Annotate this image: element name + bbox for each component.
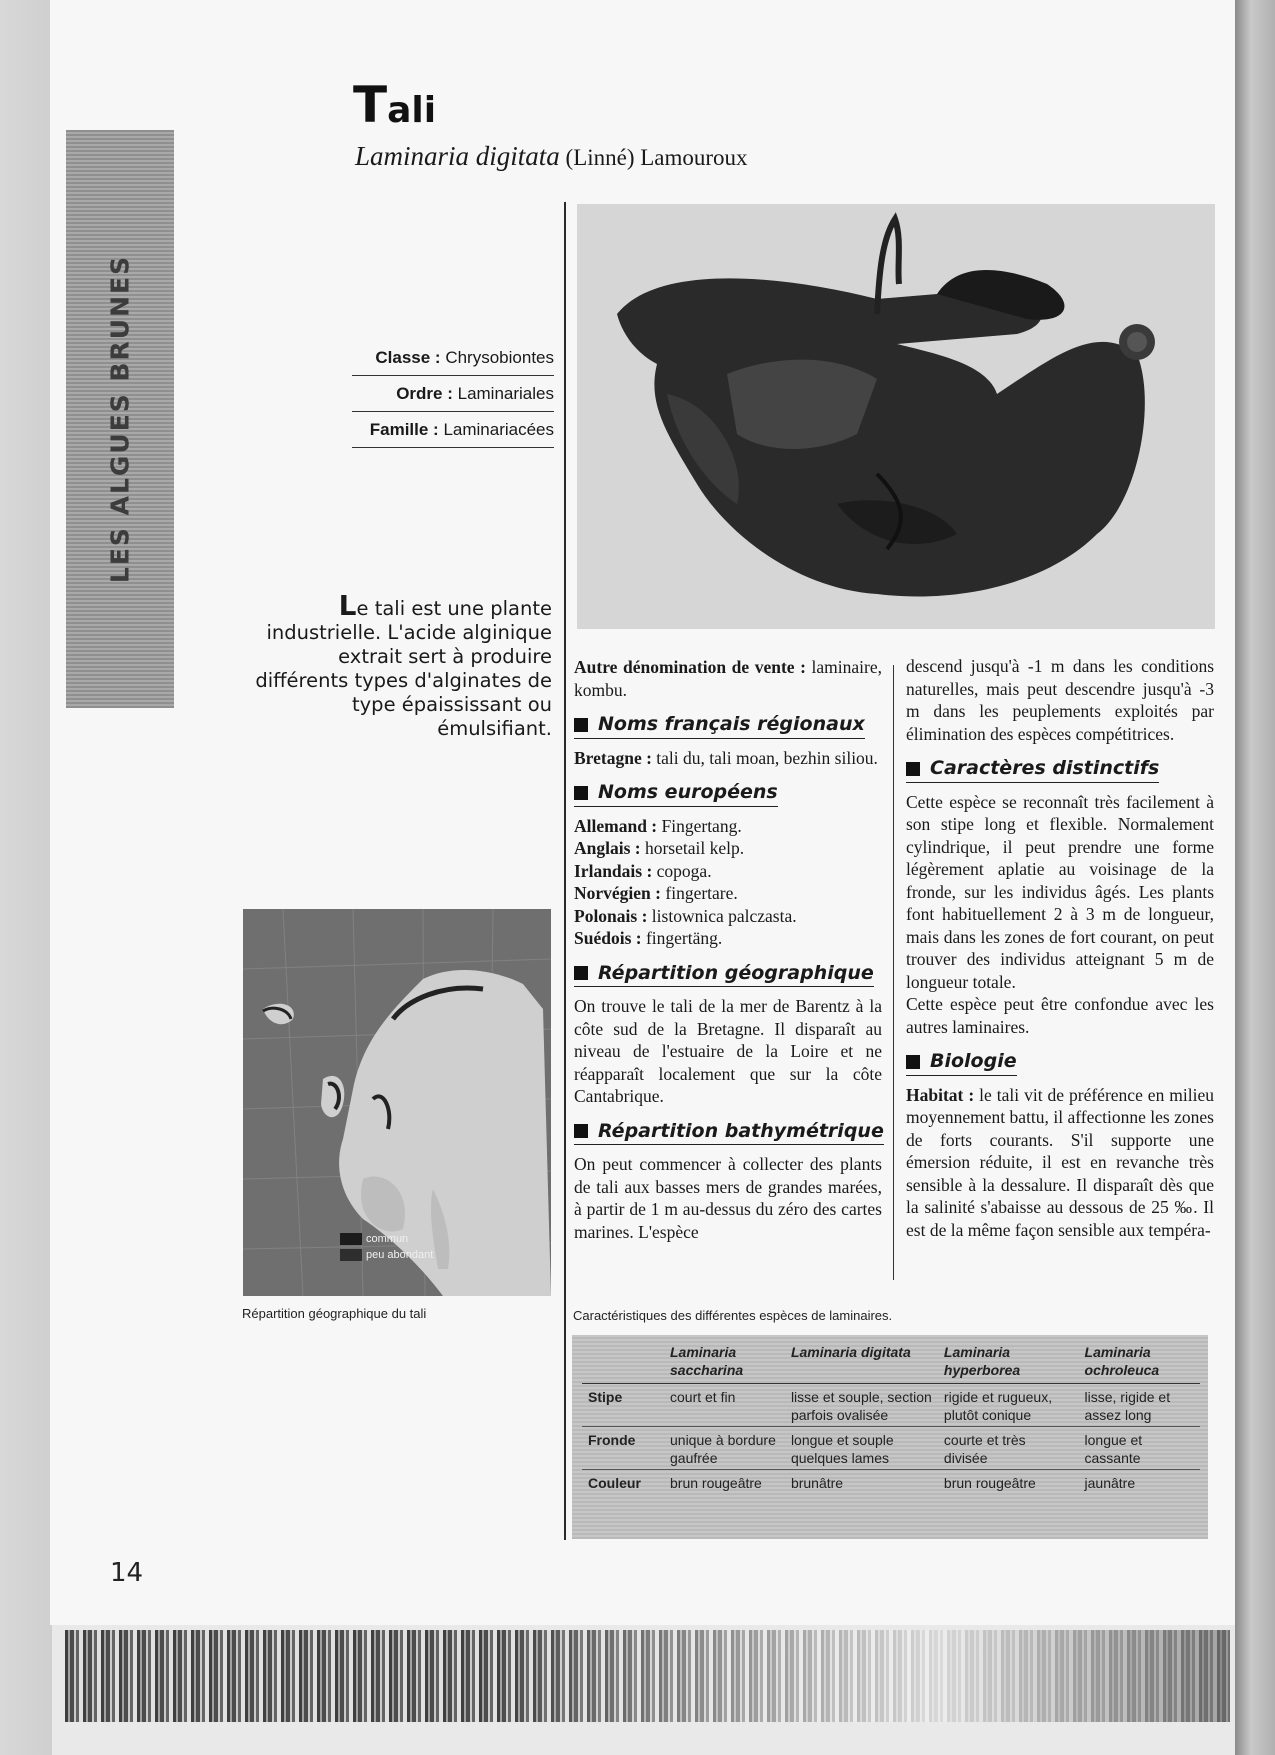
row-label: Stipe (582, 1384, 664, 1427)
row-label: Couleur (588, 1475, 641, 1491)
square-bullet-icon (574, 1124, 588, 1138)
page-number: 14 (110, 1558, 144, 1588)
legend-label: peu abondant (366, 1249, 434, 1261)
map-caption: Répartition géographique du tali (242, 1306, 427, 1321)
table-header: Laminaria saccharina (664, 1343, 785, 1384)
table-cell: lisse, rigide et assez long (1079, 1384, 1200, 1427)
bathy-continued: descend jusqu'à -1 m dans les conditions naturelles, mais peut descendre jusqu'à -3 m dans les peuplements exploités par élimination des espèces compétitrices. (906, 656, 1214, 744)
taxonomy-value: Chrysobiontes (445, 348, 554, 367)
kelp-photo-illustration (577, 204, 1215, 629)
heading-geo: Répartition géographique (574, 962, 874, 988)
heading-europeens: Noms européens (574, 781, 778, 807)
table-cell: longue et souple quelques lames (785, 1427, 938, 1470)
lang-name: Fingertang. (661, 815, 742, 836)
title-rest: ali (387, 90, 437, 131)
square-bullet-icon (906, 1055, 920, 1069)
legend-item (340, 1233, 433, 1245)
habitat-text: le tali vit de préférence en milieu moyennement battu, il affectionne les zones de forts courants. S'il supporte une émersion réduite, il est en revanche très sensible à la dessalure. Il disparaît dès que la salinité s'abaisse au dessous de 25 ‰. Il est de la même façon sensible aux tempéra- (906, 1084, 1215, 1240)
geo-text: On trouve le tali de la mer de Barentz à la côte sud de la Bretagne. Il disparaît au niveau de l'estuaire de la Loire et ne réapparaît localement que sur la côte Cantabrique. (574, 996, 882, 1106)
intro-body: e tali est une plante industrielle. L'acide alginique extrait sert à produire différents types d'alginates de type épaississant ou émulsifiant. (255, 597, 552, 740)
table-caption: Caractéristiques des différentes espèces de laminaires. (573, 1308, 893, 1323)
table-cell: lisse et souple, section parfois ovalisée (785, 1384, 938, 1427)
scan-margin-left (0, 0, 52, 1755)
scientific-name (355, 141, 748, 172)
author-name: (Linné) Lamouroux (565, 145, 748, 170)
taxonomy-row-ordre (352, 376, 554, 412)
table-cell: jaunâtre (1084, 1475, 1136, 1491)
table-cell: rigide et rugueux, plutôt conique (938, 1384, 1079, 1427)
intro-text (252, 589, 552, 741)
table-header: Laminaria ochroleuca (1079, 1343, 1200, 1384)
map-legend (340, 1233, 433, 1265)
table-corner (582, 1343, 664, 1384)
heading-bathy: Répartition bathymétrique (574, 1120, 884, 1146)
table-cell: brun rougeâtre (943, 1475, 1036, 1491)
table-cell: longue et cassante (1079, 1427, 1200, 1470)
taxonomy-label: Famille : (369, 420, 439, 439)
taxonomy-row-classe (352, 340, 554, 376)
text-column-1 (574, 656, 882, 1243)
lang-name: listownica palczasta. (651, 905, 797, 926)
row-label: Fronde (582, 1427, 664, 1470)
legend-swatch-peu-abondant (340, 1249, 362, 1261)
legend-swatch-commun (340, 1233, 362, 1245)
table-row (582, 1384, 1200, 1427)
taxonomy-block (352, 340, 554, 448)
habitat-label: Habitat : (906, 1084, 975, 1105)
scan-margin-right (1235, 0, 1275, 1755)
taxonomy-row-famille (352, 412, 554, 448)
table-row (582, 1427, 1200, 1470)
lang-label: Anglais : (574, 838, 641, 858)
legend-item (340, 1249, 433, 1261)
taxonomy-value: Laminariales (457, 384, 554, 403)
table-cell: unique à bordure gaufrée (664, 1427, 785, 1470)
species-table (582, 1343, 1200, 1494)
table-header: Laminaria digitata (785, 1343, 938, 1384)
lang-name: horsetail kelp. (644, 838, 745, 858)
square-bullet-icon (574, 718, 588, 732)
table-header: Laminaria hyperborea (938, 1343, 1079, 1384)
lang-label: Norvégien : (574, 883, 661, 903)
latin-name: Laminaria digitata (355, 141, 560, 171)
lang-name: fingertäng. (645, 928, 723, 948)
taxonomy-label: Classe : (375, 348, 441, 367)
heading-regionaux: Noms français régionaux (574, 713, 865, 739)
noms-list (574, 815, 882, 950)
lang-label: Irlandais : (574, 860, 653, 881)
caracteres-text: Cette espèce se reconnaît très facilement à son stipe long et flexible. Normalement cylindrique, il peut prendre une forme légèrement aplatie au voisinage de la fronde, sur les individus âgés. Les plants font habituellement 2 à 3 m de longueur, mais dans les zones de fort courant, on peut trouver des individus atteignant 5 m de longueur totale. (906, 791, 1214, 992)
kelp-photo (577, 204, 1215, 629)
autre-value: laminaire, kombu. (574, 657, 882, 700)
taxonomy-value: Laminariacées (443, 420, 554, 439)
lang-label: Allemand : (574, 815, 658, 836)
square-bullet-icon (906, 762, 920, 776)
bretagne-label: Bretagne : (574, 747, 652, 768)
square-bullet-icon (574, 786, 588, 800)
lang-name: fingertare. (665, 883, 738, 903)
heading-caracteres: Caractères distinctifs (906, 757, 1159, 783)
table-row (582, 1470, 1200, 1495)
lang-label: Polonais : (574, 905, 648, 926)
lang-name: copoga. (656, 860, 712, 881)
table-cell: court et fin (664, 1384, 785, 1427)
table-cell: courte et très divisée (938, 1427, 1079, 1470)
confusion-text: Cette espèce peut être confondue avec les autres laminaires. (906, 994, 1214, 1037)
intro-drop-cap: L (338, 589, 357, 622)
table-cell: brunâtre (790, 1475, 844, 1491)
title-initial: T (353, 76, 388, 134)
autre-label: Autre dénomination de vente : (574, 657, 806, 677)
legend-label: commun (366, 1233, 409, 1245)
text-column-2 (906, 655, 1214, 1241)
bathy-text: On peut commencer à collecter des plants de tali aux basses mers de grandes marées, à partir de 1 m au-dessus du zéro des cartes marines. L'espèce (574, 1154, 882, 1242)
square-bullet-icon (574, 966, 588, 980)
taxonomy-label: Ordre : (396, 384, 453, 403)
lang-label: Suédois : (574, 928, 642, 948)
column-divider (893, 665, 894, 1280)
column-rule (564, 202, 566, 1540)
section-tab-label: LES ALGUES BRUNES (105, 254, 135, 584)
scan-artifact-fade (500, 1630, 1230, 1722)
heading-biologie: Biologie (906, 1050, 1017, 1076)
bretagne-value: tali du, tali moan, bezhin siliou. (656, 747, 878, 768)
species-table-box (572, 1335, 1208, 1539)
page-title (353, 76, 437, 134)
table-cell: brun rougeâtre (670, 1475, 762, 1491)
table-header-row (582, 1343, 1200, 1384)
